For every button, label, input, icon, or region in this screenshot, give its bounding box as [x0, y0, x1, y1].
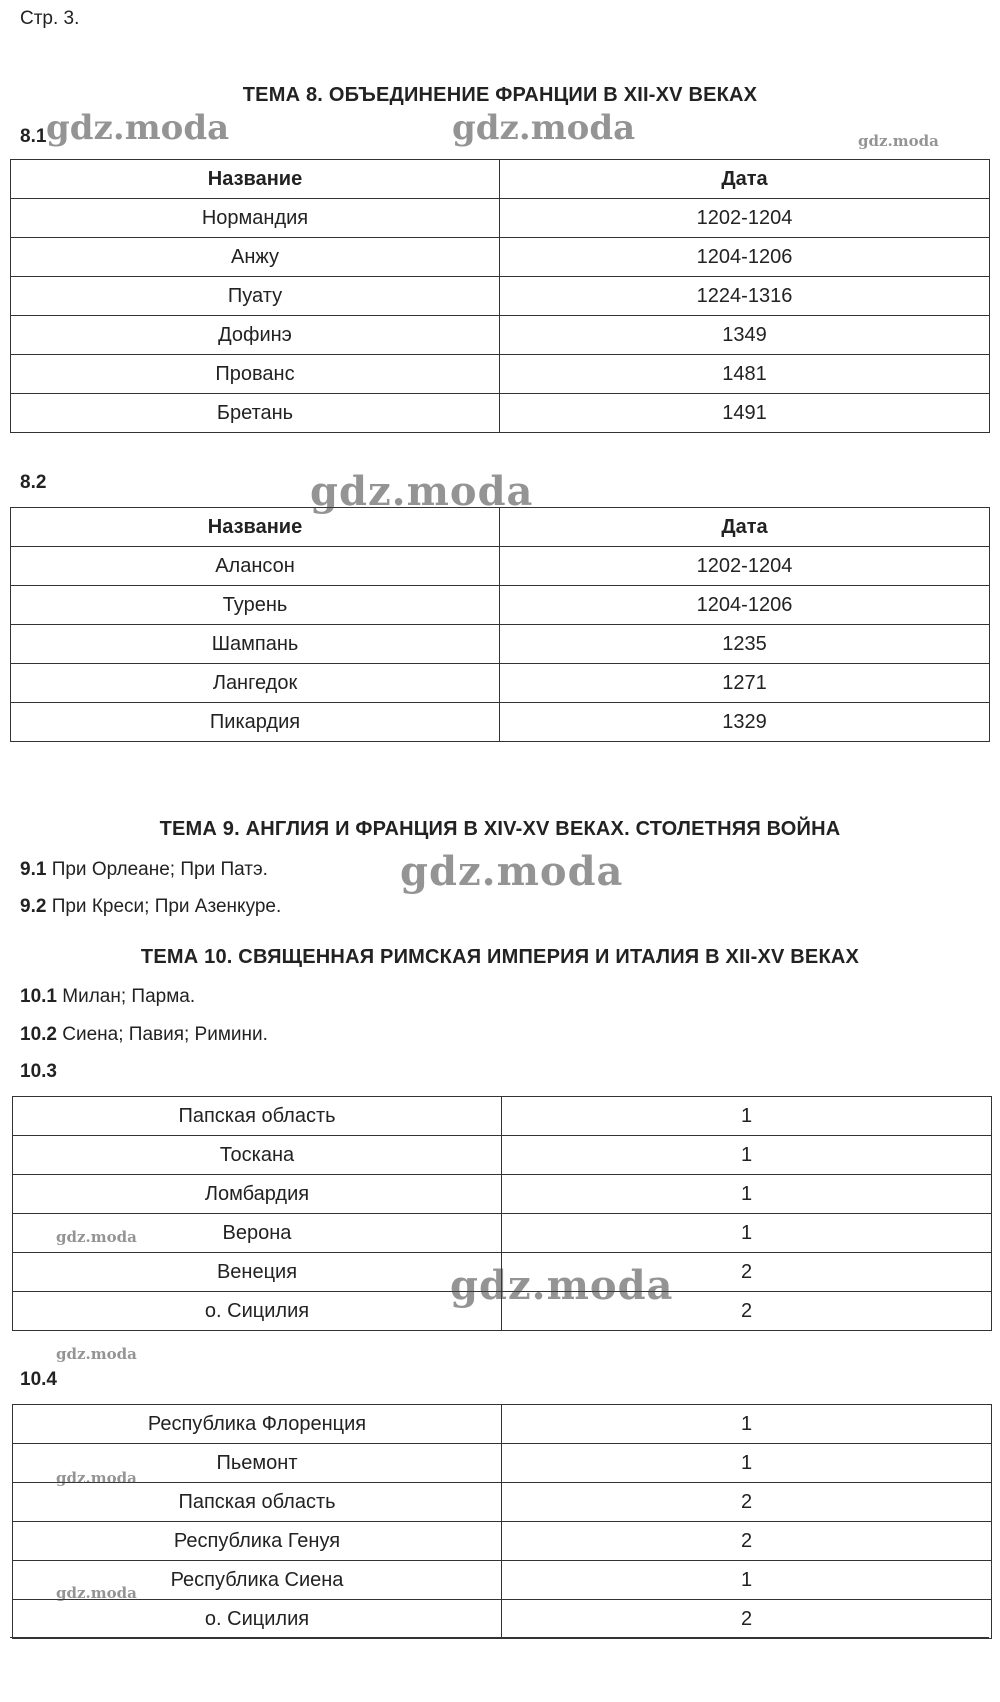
table-header-row — [11, 508, 990, 547]
cell-date: 1204-1206 — [500, 238, 990, 277]
table-row — [11, 238, 990, 277]
cell-date: 1491 — [500, 394, 990, 433]
watermark: gdz.moda — [452, 108, 636, 148]
cell-date: 1329 — [500, 703, 990, 742]
cell-value: 1 — [502, 1214, 992, 1253]
watermark: gdz.moda — [46, 108, 230, 148]
answer-10-1-label: 10.1 — [20, 986, 57, 1007]
table-row — [13, 1561, 992, 1600]
answer-9-1-text: При Орлеане; При Патэ. — [51, 859, 268, 880]
topic-9-title: ТЕМА 9. АНГЛИЯ И ФРАНЦИЯ В XIV-XV ВЕКАХ. СТОЛЕТНЯЯ ВОЙНА — [159, 818, 841, 840]
task-8-2-label: 8.2 — [20, 472, 47, 493]
table-8-2 — [10, 507, 990, 742]
table-row — [11, 277, 990, 316]
task-10-3-label: 10.3 — [20, 1061, 57, 1082]
cell-region: Тоскана — [13, 1136, 502, 1175]
watermark: gdz.moda — [56, 1345, 137, 1363]
table-row — [13, 1522, 992, 1561]
cell-value: 2 — [502, 1522, 992, 1561]
cell-date: 1202-1204 — [500, 199, 990, 238]
bottom-divider — [10, 1637, 989, 1638]
cell-date: 1481 — [500, 355, 990, 394]
task-10-4-label: 10.4 — [20, 1369, 57, 1390]
cell-date: 1349 — [500, 316, 990, 355]
cell-name: Прованс — [11, 355, 500, 394]
table-row — [11, 394, 990, 433]
cell-name: Нормандия — [11, 199, 500, 238]
cell-region: Верона — [13, 1214, 502, 1253]
table-row — [13, 1405, 992, 1444]
cell-date: 1235 — [500, 625, 990, 664]
cell-value: 2 — [502, 1253, 992, 1292]
header-name: Название — [11, 160, 500, 199]
cell-region: Папская область — [13, 1483, 502, 1522]
topic-8-title: ТЕМА 8. ОБЪЕДИНЕНИЕ ФРАНЦИИ В XII-XV ВЕКАХ — [242, 84, 758, 106]
table-header-row — [11, 160, 990, 199]
cell-region: о. Сицилия — [13, 1600, 502, 1639]
table-row — [13, 1097, 992, 1136]
table-row — [13, 1292, 992, 1331]
cell-date: 1202-1204 — [500, 547, 990, 586]
cell-region: Ломбардия — [13, 1175, 502, 1214]
answer-9-1 — [20, 859, 268, 881]
cell-region: Венеция — [13, 1253, 502, 1292]
cell-name: Бретань — [11, 394, 500, 433]
watermark: gdz.moda — [858, 132, 939, 150]
table-row — [13, 1214, 992, 1253]
answer-9-2-text: При Креси; При Азенкуре. — [51, 896, 282, 917]
table-row — [11, 355, 990, 394]
table-8-1 — [10, 159, 990, 433]
watermark: gdz.moda — [310, 468, 534, 515]
cell-value: 1 — [502, 1405, 992, 1444]
answer-9-2 — [20, 896, 281, 918]
cell-name: Анжу — [11, 238, 500, 277]
table-row — [11, 199, 990, 238]
cell-value: 1 — [502, 1444, 992, 1483]
task-8-1-label: 8.1 — [20, 126, 47, 147]
cell-region: Папская область — [13, 1097, 502, 1136]
watermark: gdz.moda — [56, 1228, 137, 1246]
table-10-4 — [12, 1404, 992, 1639]
cell-region: о. Сицилия — [13, 1292, 502, 1331]
cell-region: Республика Сиена — [13, 1561, 502, 1600]
topic-10-title: ТЕМА 10. СВЯЩЕННАЯ РИМСКАЯ ИМПЕРИЯ И ИТАЛИЯ В XII-XV ВЕКАХ — [140, 946, 860, 968]
table-row — [11, 316, 990, 355]
table-row — [13, 1444, 992, 1483]
cell-name: Дофинэ — [11, 316, 500, 355]
table-row — [11, 625, 990, 664]
table-row — [13, 1136, 992, 1175]
watermark: gdz.moda — [400, 848, 624, 895]
table-row — [11, 703, 990, 742]
watermark: gdz.moda — [450, 1262, 674, 1309]
cell-date: 1271 — [500, 664, 990, 703]
table-row — [13, 1253, 992, 1292]
table-row — [13, 1175, 992, 1214]
watermark: gdz.moda — [56, 1584, 137, 1602]
answer-9-1-label: 9.1 — [20, 859, 47, 880]
cell-date: 1224-1316 — [500, 277, 990, 316]
table-row — [13, 1483, 992, 1522]
cell-name: Пуату — [11, 277, 500, 316]
table-row — [13, 1600, 992, 1639]
cell-value: 2 — [502, 1292, 992, 1331]
cell-name: Турень — [11, 586, 500, 625]
cell-value: 1 — [502, 1097, 992, 1136]
page-number: Стр. 3. — [20, 8, 80, 29]
header-date: Дата — [500, 160, 990, 199]
cell-name: Лангедок — [11, 664, 500, 703]
watermark: gdz.moda — [56, 1469, 137, 1487]
table-row — [11, 547, 990, 586]
cell-name: Шампань — [11, 625, 500, 664]
answer-10-1 — [20, 986, 195, 1008]
cell-value: 2 — [502, 1600, 992, 1639]
cell-name: Пикардия — [11, 703, 500, 742]
cell-region: Пьемонт — [13, 1444, 502, 1483]
answer-10-2-text: Сиена; Павия; Римини. — [62, 1024, 268, 1045]
cell-date: 1204-1206 — [500, 586, 990, 625]
cell-value: 1 — [502, 1136, 992, 1175]
header-date: Дата — [500, 508, 990, 547]
table-row — [11, 664, 990, 703]
cell-name: Алансон — [11, 547, 500, 586]
cell-value: 1 — [502, 1175, 992, 1214]
table-row — [11, 586, 990, 625]
table-10-3 — [12, 1096, 992, 1331]
answer-10-2-label: 10.2 — [20, 1024, 57, 1045]
cell-region: Республика Флоренция — [13, 1405, 502, 1444]
cell-value: 2 — [502, 1483, 992, 1522]
answer-10-1-text: Милан; Парма. — [62, 986, 196, 1007]
answer-10-2 — [20, 1024, 268, 1046]
header-name: Название — [11, 508, 500, 547]
cell-value: 1 — [502, 1561, 992, 1600]
answer-9-2-label: 9.2 — [20, 896, 47, 917]
cell-region: Республика Генуя — [13, 1522, 502, 1561]
